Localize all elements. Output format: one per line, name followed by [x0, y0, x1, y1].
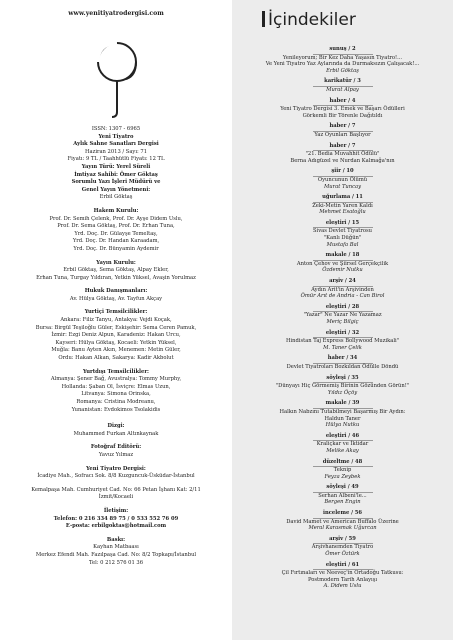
colophon-line: Muğla: Banu Ayten Akın, Menemen: Metin Güler, [51, 347, 181, 354]
toc-entry[interactable] [232, 194, 453, 216]
toc-title-line: Serhan Albeni'le... [318, 492, 367, 499]
toc-title-line: David Mamet ve American Buffalo Üzerine [286, 518, 399, 525]
toc-entry[interactable] [232, 330, 453, 352]
colophon-line: Kayhan Matbaası [93, 544, 139, 551]
colophon-line: İcadiye Mah., Sofracı Sok. 8/8 Kuzguncuk-Üsküdar-İstanbul [37, 473, 195, 480]
toc-author: Melike Akay [326, 447, 359, 454]
toc-author: Feyza Zeybek [324, 473, 361, 480]
toc-title-line: "Kanlı Düğün" [323, 235, 362, 242]
toc-section-label [232, 278, 453, 287]
toc-title-line: Oyuncunun Ölümü [317, 176, 368, 183]
colophon-heading: İletişim: [103, 507, 129, 514]
toc-author: Meral Karasmak Uğurcan [308, 525, 377, 532]
toc-title-line: Yaz Oyunları Başlıyor [314, 131, 371, 138]
toc-entry[interactable] [232, 510, 453, 532]
toc-section-label [232, 304, 453, 313]
toc-author: Mehmet Esatoğlu [319, 209, 366, 216]
toc-section-label [232, 220, 453, 229]
colophon-line: İzmit/Kocaeli [98, 494, 134, 501]
colophon-text [6, 126, 226, 567]
toc-entry[interactable] [232, 355, 453, 370]
toc-author: Yıldız Öçöy [327, 389, 358, 396]
toc-section-text: arşiv / 59 [329, 535, 356, 542]
toc-section-label [232, 78, 453, 87]
toc-author: Hülya Nutku [325, 422, 360, 429]
toc-section-text: haber / 4 [329, 97, 356, 104]
colophon-line: Yrd. Doç. Dr. Gülayşe Temeltaş, [74, 230, 158, 237]
toc-title-line: Anton Çehov ve Şiirsel Gerçekçilik [296, 260, 389, 267]
colophon-heading: Genel Yayın Yönetmeni: [81, 186, 151, 193]
toc-section-label [232, 459, 453, 468]
toc-author: Ömür Arıt de Andria - Can Birol [300, 293, 385, 300]
toc-section-text: söyleşi / 49 [326, 484, 359, 491]
toc-entry[interactable] [232, 46, 453, 74]
toc-author: Mustafa Bal [326, 241, 359, 248]
colophon-heading: Baskı: [106, 536, 126, 543]
toc-author: Murat Alpay [326, 86, 359, 93]
colophon-heading: Dizgi: [107, 423, 125, 430]
colophon-line: Ordu: Hakan Alkan, Sakarya: Kadir Akbolut [58, 355, 174, 362]
toc-author: Bergen Engin [324, 499, 361, 506]
colophon-line: Merkez Efendi Mah. Fazılpaşa Cad. No: 8/2 Topkapı/İstanbul [35, 551, 197, 558]
toc-author: A. Didem Uslu [323, 583, 362, 590]
toc-title-line: Devlet Tiyatroları Bozkıldan Ödülle Döndü [286, 363, 399, 370]
toc-title-line: "Yazar" Ne Yazar Ne Yazamaz [303, 312, 382, 319]
toc-entry[interactable] [232, 278, 453, 300]
toc-section-text: arşiv / 24 [329, 278, 356, 285]
toc-section-text: eleştiri / 46 [325, 432, 360, 439]
toc-entry[interactable] [232, 220, 453, 248]
magazine-logo-icon [82, 38, 152, 118]
toc-section-label [232, 194, 453, 203]
toc-author: M. Taner Çelik [323, 344, 362, 351]
toc-title-line: Çil Fırtınaları ve Neeveç'in Ortadoğu Tatkusu: [281, 570, 404, 577]
colophon-line: ISSN: 1307 - 6965 [91, 126, 141, 132]
toc-title-line: Arşivhanemden Tiyatro [311, 544, 374, 551]
colophon-line: Kemalpaşa Mah. Cumhuriyet Cad. No: 66 Petan İşhanı Kat: 2/11 [31, 486, 201, 493]
colophon-heading: Yurtdışı Temsilcilikler: [83, 368, 149, 375]
toc-title-line: Görkemli Bir Törenle Dağıtıldı [302, 112, 383, 119]
toc-title-line: Teknip [333, 467, 352, 474]
toc-entry[interactable] [232, 400, 453, 428]
toc-section-text: şiir / 10 [331, 168, 354, 175]
colophon-heading: E-posta: erbilgoktas@hotmail.com [65, 523, 167, 530]
colophon-line: Fiyatı: 9 TL / Taahhütlü Fiyatı: 12 TL [67, 156, 165, 163]
toc-section-label [232, 252, 453, 261]
colophon-line: Prof. Dr. Semih Çelenk, Prof. Dr. Ayşe Didem Uslu, [49, 215, 183, 222]
toc-section-text: inceleme / 56 [323, 510, 362, 517]
colophon-line: Erhan Tuna, Turgay Yıldıran, Yetkin Yüksel, Avaşin Yorulmaz [36, 274, 196, 281]
toc-section-text: makale / 18 [325, 252, 360, 259]
colophon-heading: Yurtiçi Temsilcilikler: [84, 309, 148, 316]
colophon-line: Tel: 0 212 576 01 36 [88, 559, 144, 566]
colophon-line: Hollanda: Şaban Ol, İsviçre: Elmas Uzun, [61, 383, 171, 390]
colophon-line: Yrd. Doç. Dr. Handan Karaadam, [72, 238, 160, 245]
toc-section-text: sunuş / 2 [329, 46, 356, 52]
contents-title [262, 10, 356, 30]
toc-entry[interactable] [232, 143, 453, 165]
toc-entry[interactable] [232, 123, 453, 138]
colophon-line: Av. Hülya Göktaş, Av. Tayfun Akçay [69, 295, 163, 302]
colophon-line: Erbil Göktaş [99, 194, 133, 201]
toc-entry[interactable] [232, 168, 453, 190]
toc-title-line: Hindistan Taj Express Bollywood Muzikali" [285, 338, 400, 345]
colophon-line: Yrd. Doç. Dr. Bünyamin Aydemir [73, 245, 159, 252]
toc-section-label [232, 98, 453, 107]
colophon-heading: Yayın Türü: Yerel Süreli [81, 163, 151, 170]
colophon-line: Ankara: Filiz Tanyu, Antakya: Vejdi Koçak, [60, 317, 172, 324]
toc-section-label [232, 123, 453, 132]
toc-entry[interactable] [232, 252, 453, 274]
toc-entry[interactable] [232, 98, 453, 120]
toc-section-label [232, 46, 453, 55]
toc-section-label [232, 536, 453, 545]
contents-title-text: İçindekiler [268, 10, 356, 30]
toc-section-text: haber / 7 [329, 123, 356, 130]
toc-section-label [232, 510, 453, 519]
website-url[interactable]: www.yenitiyatrodergisi.com [68, 10, 164, 17]
toc-section-label [232, 484, 453, 493]
toc-title-line: Ve Yeni Tiyatro Yaz Aylarında da Durmaksızın Çalışacak!... [265, 61, 420, 68]
toc-title-line: Yenileyorum; Bir Kez Daha Yaşasın Tiyatro!... [282, 54, 403, 61]
colophon-heading: Sorumlu Yazı İşleri Müdürü ve [71, 179, 161, 186]
colophon-heading: Aylık Sahne Sanatları Dergisi [73, 141, 159, 148]
toc-author: Ömer Öztürk [325, 551, 360, 558]
toc-section-text: söyleşi / 35 [326, 374, 359, 381]
colophon-heading: Hukuk Danışmanları: [84, 288, 148, 295]
toc-author: Murat Tuncay [323, 183, 362, 190]
colophon-heading: Hakem Kurulu: [93, 207, 139, 214]
toc-section-text: eleştiri / 28 [325, 303, 360, 310]
toc-section-text: eleştiri / 32 [325, 329, 360, 336]
toc-title-line: Haldun Taner [324, 415, 361, 422]
toc-section-text: haber / 7 [329, 142, 356, 149]
toc-title-line: Zeki-Metin Yaren Kaldı [312, 202, 373, 209]
colophon-line: Litvanya: Simona Orinska, [81, 391, 151, 398]
colophon-heading: Telefon: 0 216 334 89 75 / 0 533 552 76 09 [53, 515, 179, 522]
colophon-line: Yavuz Yılmaz [98, 451, 134, 458]
colophon-heading: Yeni Tiyatro Dergisi: [86, 465, 146, 472]
colophon-heading: Fotoğraf Editörü: [90, 444, 142, 451]
toc-title-line: Yeni Tiyatro Dergisi 3. Emek ve Başarı Ödülleri [280, 106, 405, 113]
toc-entry[interactable] [232, 536, 453, 558]
toc-section-text: düzeltme / 48 [322, 458, 363, 465]
toc-title-line: Kraliçkar ve İktidar [316, 441, 369, 448]
toc-title-line: "21. Bedia Muvahhit Ödülü" [305, 151, 380, 158]
toc-section-label [232, 355, 453, 364]
colophon-heading: İmtiyaz Sahibi: Ömer Göktaş [74, 171, 158, 178]
toc-entry[interactable] [232, 484, 453, 506]
colophon-line: Muhammed Furkan Altınkaynak [73, 430, 159, 437]
toc-title-line: Halkın Nabzını Tutabilmeyi Başarmış Bir Aydın: [279, 408, 406, 415]
toc-section-label [232, 400, 453, 409]
toc-title-line: Postmodern Tarih Anlayışı [307, 576, 378, 583]
spacer [6, 414, 226, 423]
toc-title-line: Aydın Arit'in Arşivinden [311, 286, 374, 293]
toc-section-text: uğurlama / 11 [322, 194, 363, 201]
toc-section-label [232, 375, 453, 384]
colophon-heading: Yayın Kurulu: [96, 259, 136, 266]
toc-section-label [232, 168, 453, 177]
colophon-line: Erbil Göktaş, Sema Göktaş, Alpay Ekler, [63, 267, 169, 274]
table-of-contents [232, 46, 453, 594]
colophon-line: Prof. Dr. Sema Göktaş, Prof. Dr. Erhan Tuna, [57, 223, 175, 230]
colophon-line: Romanya: Cristina Modreanu, [76, 399, 156, 405]
toc-section-label [232, 330, 453, 339]
toc-section-text: eleştiri / 61 [325, 561, 360, 568]
toc-entry[interactable] [232, 375, 453, 397]
colophon-line: Kayseri: Hülya Göktaş, Kocaeli: Yetkin Yüksel, [55, 339, 177, 346]
colophon-line: Haziran 2013 / Sayı: 71 [84, 148, 148, 155]
toc-author: Özdemir Nutku [322, 267, 363, 274]
toc-entry[interactable] [232, 433, 453, 455]
colophon-line: Bursa: Birgül Teşiloğlu Güler, Eskişehir: Sema Ceren Pamuk, [35, 324, 197, 331]
toc-author: Erbil Göktaş [326, 67, 359, 74]
colophon-line: Yunanistan: Evdokimos Tsolakidis [71, 406, 161, 413]
toc-author: Meriç Bilgiç [326, 319, 359, 325]
toc-section-text: karikatür / 3 [324, 78, 361, 85]
toc-entry[interactable] [232, 562, 453, 590]
toc-title-line: Sivas Devlet Tiyatrosu [312, 228, 372, 235]
colophon-heading: Yeni Tiyatro [98, 133, 134, 140]
toc-section-text: eleştiri / 15 [325, 219, 360, 226]
toc-entry[interactable] [232, 78, 453, 93]
toc-section-text: makale / 39 [325, 400, 360, 407]
toc-section-label [232, 143, 453, 152]
toc-section-text: haber / 34 [327, 355, 358, 362]
toc-entry[interactable] [232, 459, 453, 481]
title-bar [262, 11, 265, 27]
colophon-line: Almanya: Şener Bağ, Avustralya: Tommy Murphy, [50, 376, 182, 383]
toc-title-line: Berna Adıgüzel ve Nurdan Kalmağa'nın [290, 157, 395, 164]
toc-title-line: "Dünyayı Hiç Görmemiş Birinin Gözünden Görün!" [275, 383, 410, 390]
colophon-line: İzmir: Ezgi Deniz Alpun, Karadeniz: Hakan Urcu, [51, 332, 181, 339]
toc-entry[interactable] [232, 304, 453, 326]
toc-section-label [232, 562, 453, 571]
